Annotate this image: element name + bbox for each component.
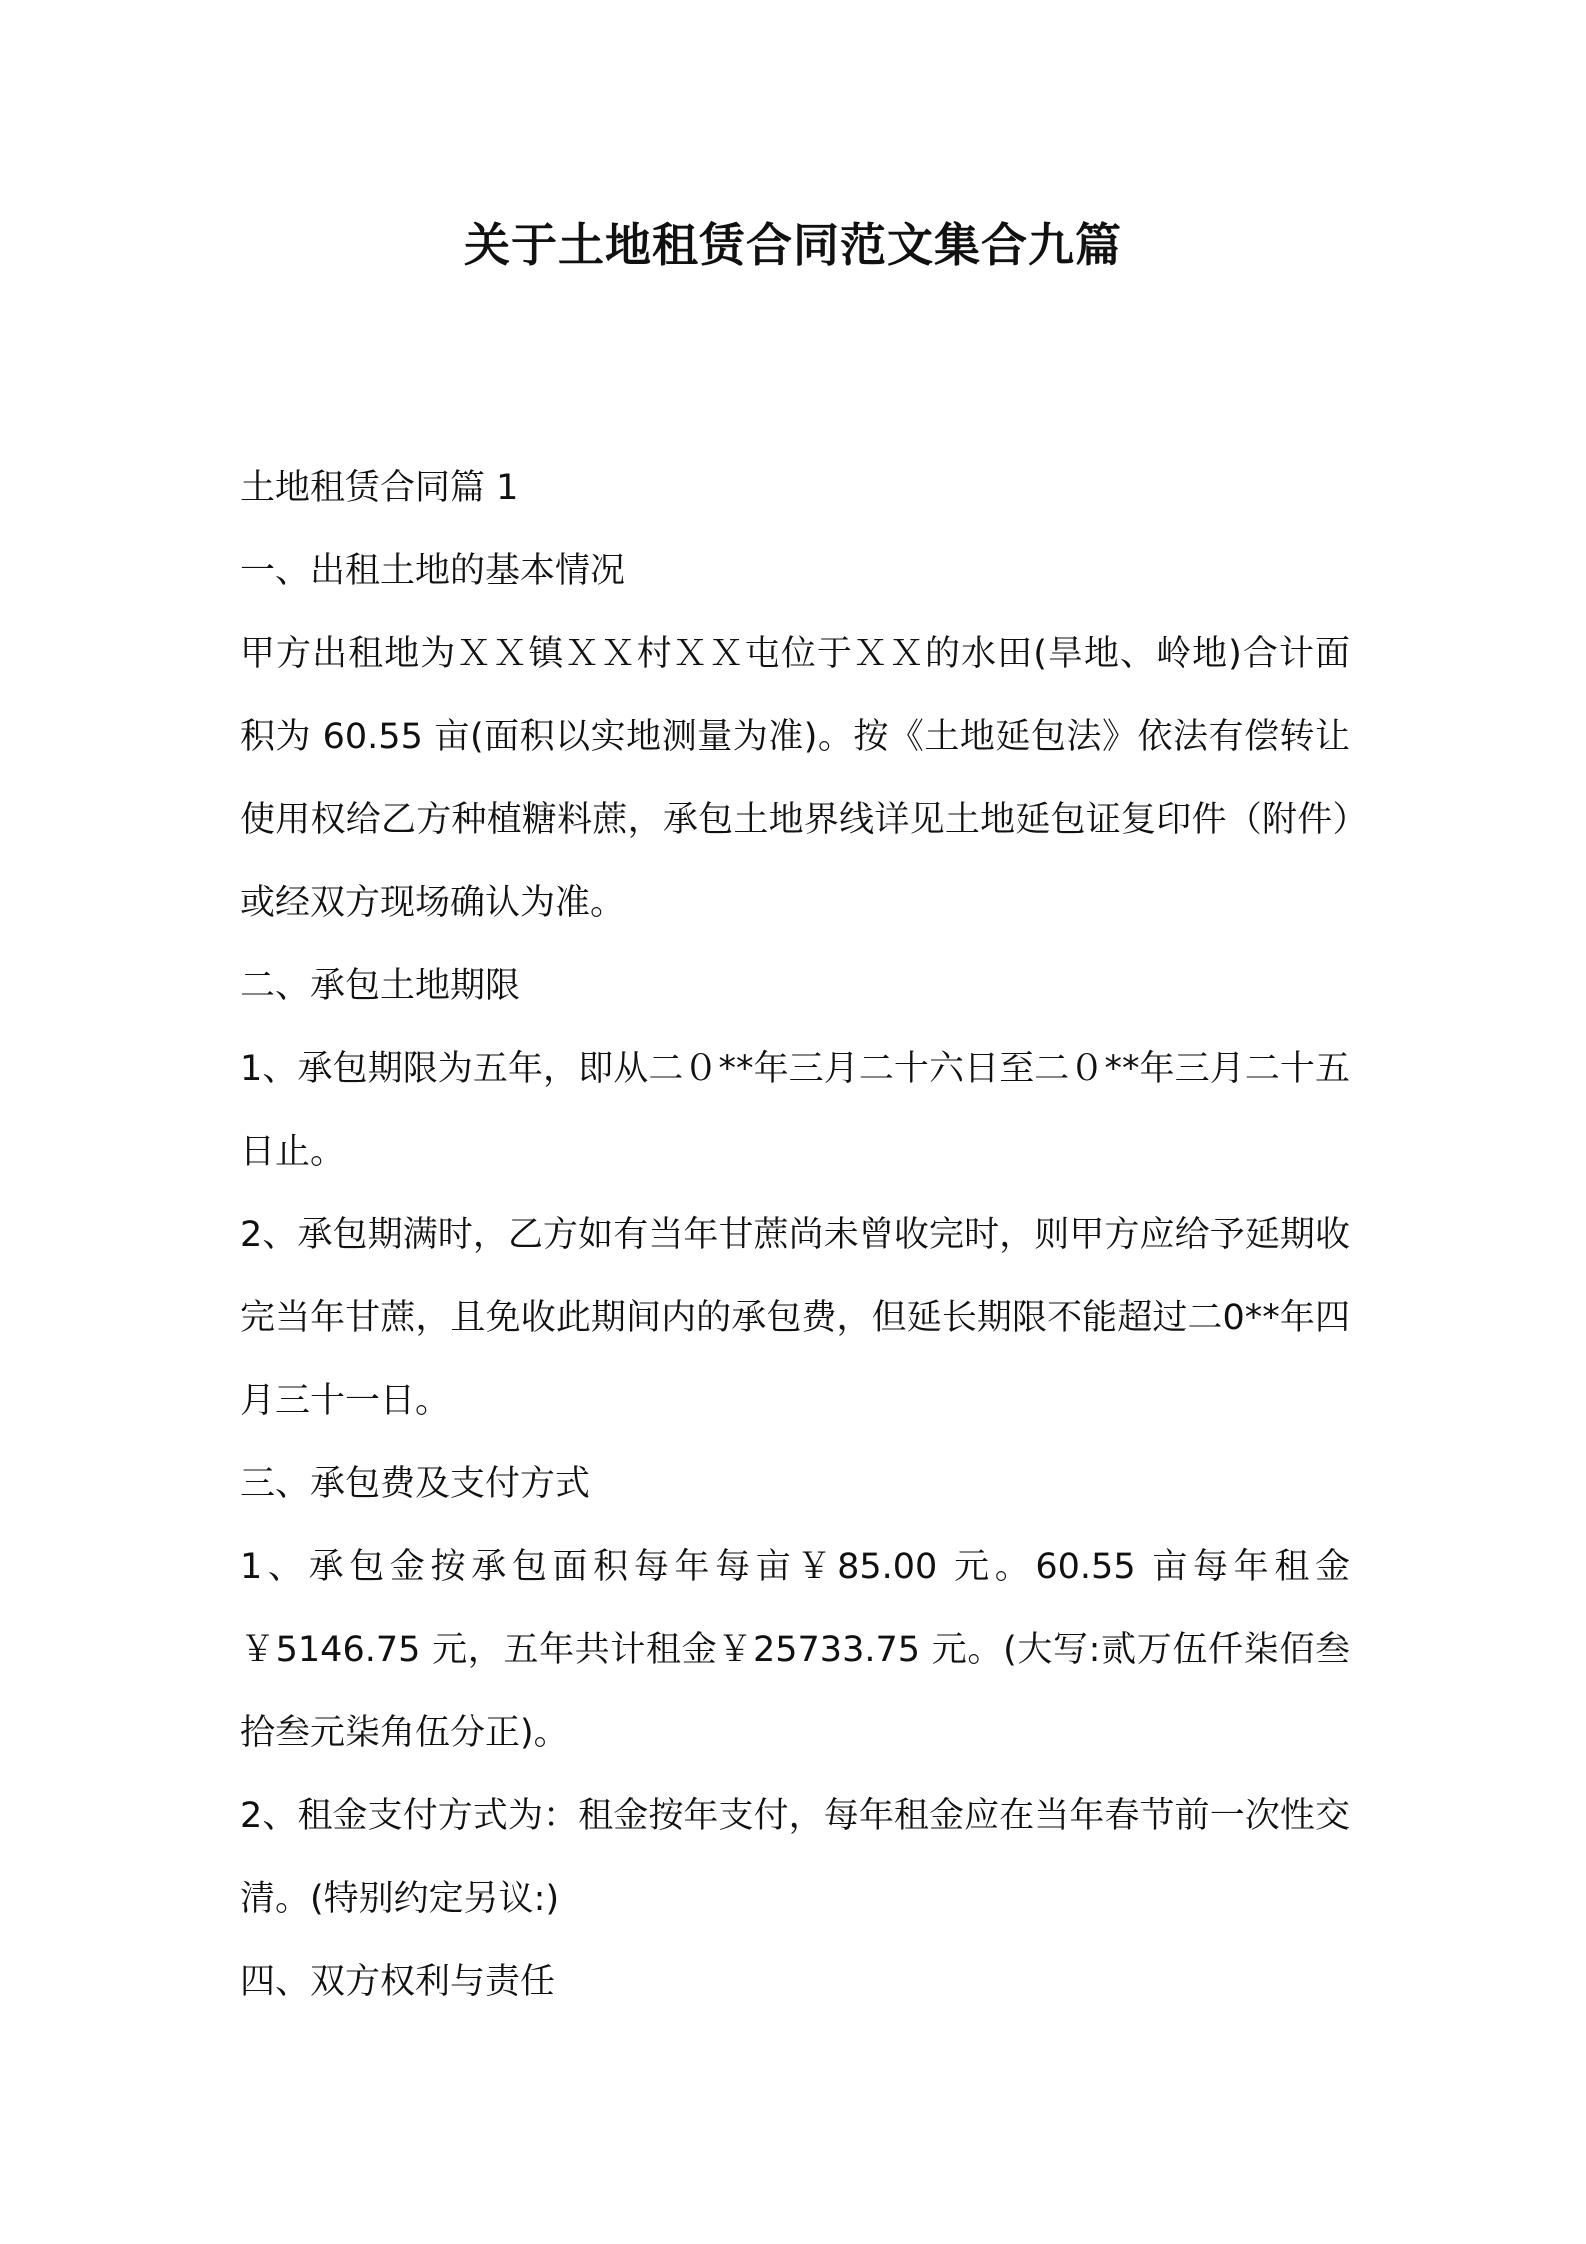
section-heading: 二、承包土地期限 [240, 966, 521, 1006]
body-paragraph: 1、承包金按承包面积每年每亩￥85.00 元。60.55 亩每年租金￥5146.75 元，五年共计租金￥25733.75 元。(大写:贰万伍仟柒佰叁拾叁元柒角伍分正)。 [240, 1547, 1350, 1753]
document-title: 关于土地租赁合同范文集合九篇 [464, 218, 1122, 272]
body-paragraph: 2、承包期满时，乙方如有当年甘蔗尚未曾收完时，则甲方应给予延期收完当年甘蔗，且免收此期间内的承包费，但延长期限不能超过二0**年四月三十一日。 [240, 1215, 1350, 1421]
section-heading: 土地租赁合同篇 1 [240, 468, 519, 508]
body-paragraph: 1、承包期限为五年，即从二０**年三月二十六日至二０**年三月二十五日止。 [240, 1049, 1350, 1172]
section-heading: 四、双方权利与责任 [240, 1962, 556, 2002]
section-heading: 一、出租土地的基本情况 [240, 551, 626, 591]
body-paragraph: 甲方出租地为ＸＸ镇ＸＸ村ＸＸ屯位于ＸＸ的水田(旱地、岭地)合计面积为 60.55 亩(面积以实地测量为准)。按《土地延包法》依法有偿转让使用权给乙方种植糖料蔗，承包土地界线详见土地延包证复印件（附件）或经双方现场确认为准。 [240, 634, 1350, 923]
body-paragraph: 2、租金支付方式为：租金按年支付，每年租金应在当年春节前一次性交清。(特别约定另议:) [240, 1796, 1350, 1919]
document-body [240, 447, 1350, 2024]
section-heading: 三、承包费及支付方式 [240, 1464, 591, 1504]
